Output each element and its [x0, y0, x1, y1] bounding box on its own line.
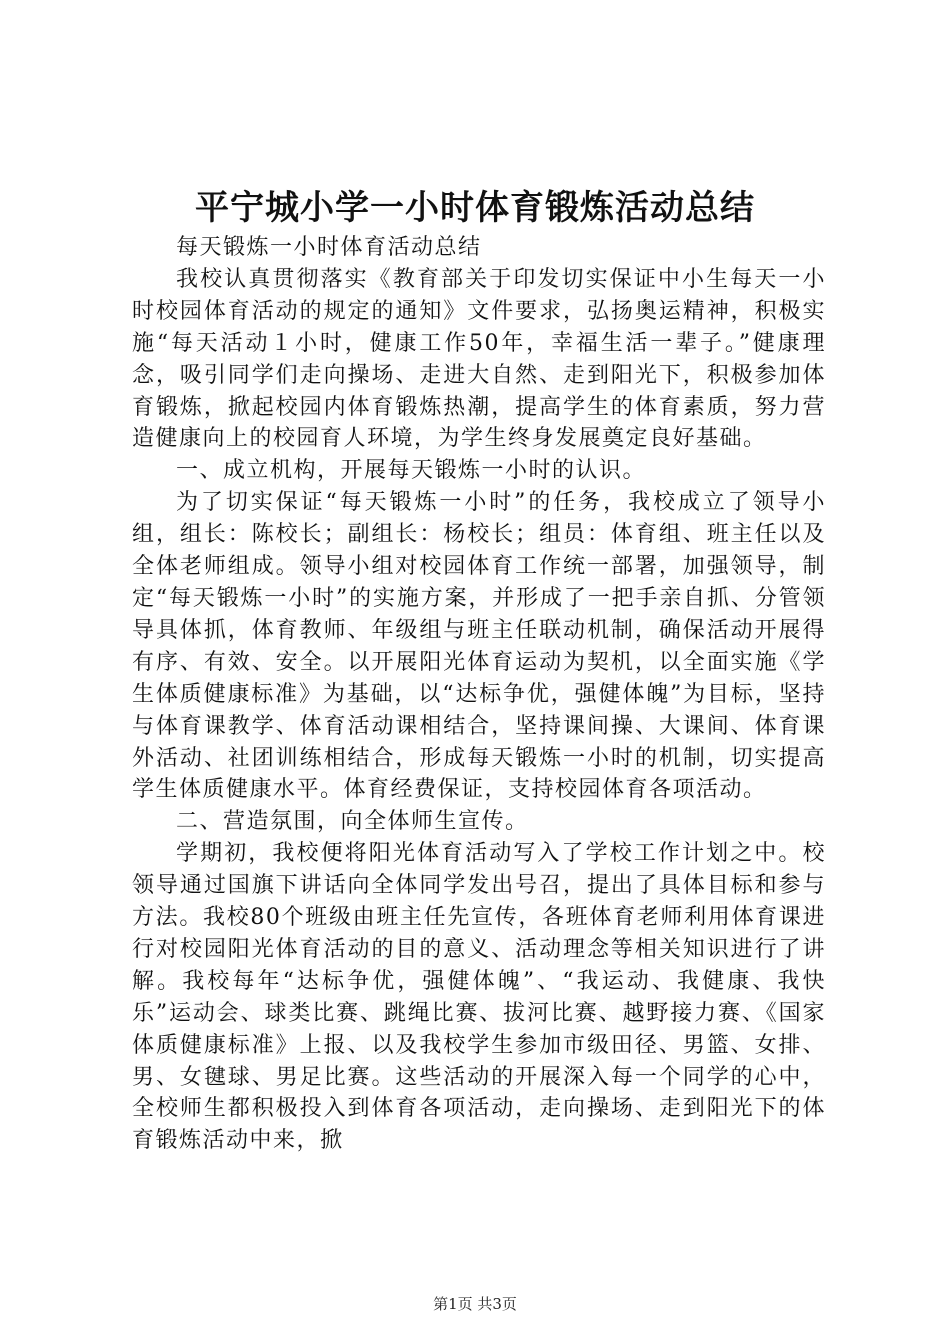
page-footer: 第1页 共3页	[433, 1295, 517, 1313]
document-title: 平宁城小学一小时体育锻炼活动总结	[195, 188, 755, 228]
paragraph-intro: 我校认真贯彻落实《教育部关于印发切实保证中小生每天一小时校园体育活动的规定的通知》文件要求，弘扬奥运精神，积极实施“每天活动１小时，健康工作50年，幸福生活一辈子。”健康理念，吸引同学们走向操场、走进大自然、走到阳光下，积极参加体育锻炼，掀起校园内体育锻炼热潮，提高学生的体育素质，努力营造健康向上的校园育人环境，为学生终身发展奠定良好基础。	[132, 266, 826, 452]
section-heading-1: 一、成立机构，开展每天锻炼一小时的认识。	[176, 458, 647, 484]
paragraph-subtitle: 每天锻炼一小时体育活动总结	[176, 235, 482, 260]
paragraph-section-2: 学期初，我校便将阳光体育活动写入了学校工作计划之中。校领导通过国旗下讲话向全体同学发出号召，提出了具体目标和参与方法。我校80个班级由班主任先宣传，各班体育老师利用体育课进行对校园阳光体育活动的目的意义、活动理念等相关知识进行了讲解。我校每年“达标争优，强健体魄”、“我运动、我健康、我快乐”运动会、球类比赛、跳绳比赛、拔河比赛、越野接力赛、《国家体质健康标准》上报、以及我校学生参加市级田径、男篮、女排、男、女毽球、男足比赛。这些活动的开展深入每一个同学的心中，全校师生都积极投入到体育各项活动，走向操场、走到阳光下的体育锻炼活动中来，掀	[132, 841, 826, 1154]
document-body	[132, 232, 826, 1157]
paragraph-section-1: 为了切实保证“每天锻炼一小时”的任务，我校成立了领导小组，组长：陈校长；副组长：杨校长；组员：体育组、班主任以及全体老师组成。领导小组对校园体育工作统一部署，加强领导，制定“每天锻炼一小时”的实施方案，并形成了一把手亲自抓、分管领导具体抓，体育教师、年级组与班主任联动机制，确保活动开展得有序、有效、安全。以开展阳光体育运动为契机，以全面实施《学生体质健康标准》为基础，以“达标争优，强健体魄”为目标，坚持与体育课教学、体育活动课相结合，坚持课间操、大课间、体育课外活动、社团训练相结合，形成每天锻炼一小时的机制，切实提高学生体质健康水平。体育经费保证，支持校园体育各项活动。	[132, 490, 826, 803]
section-heading-2: 二、营造氛围，向全体师生宣传。	[176, 809, 529, 835]
